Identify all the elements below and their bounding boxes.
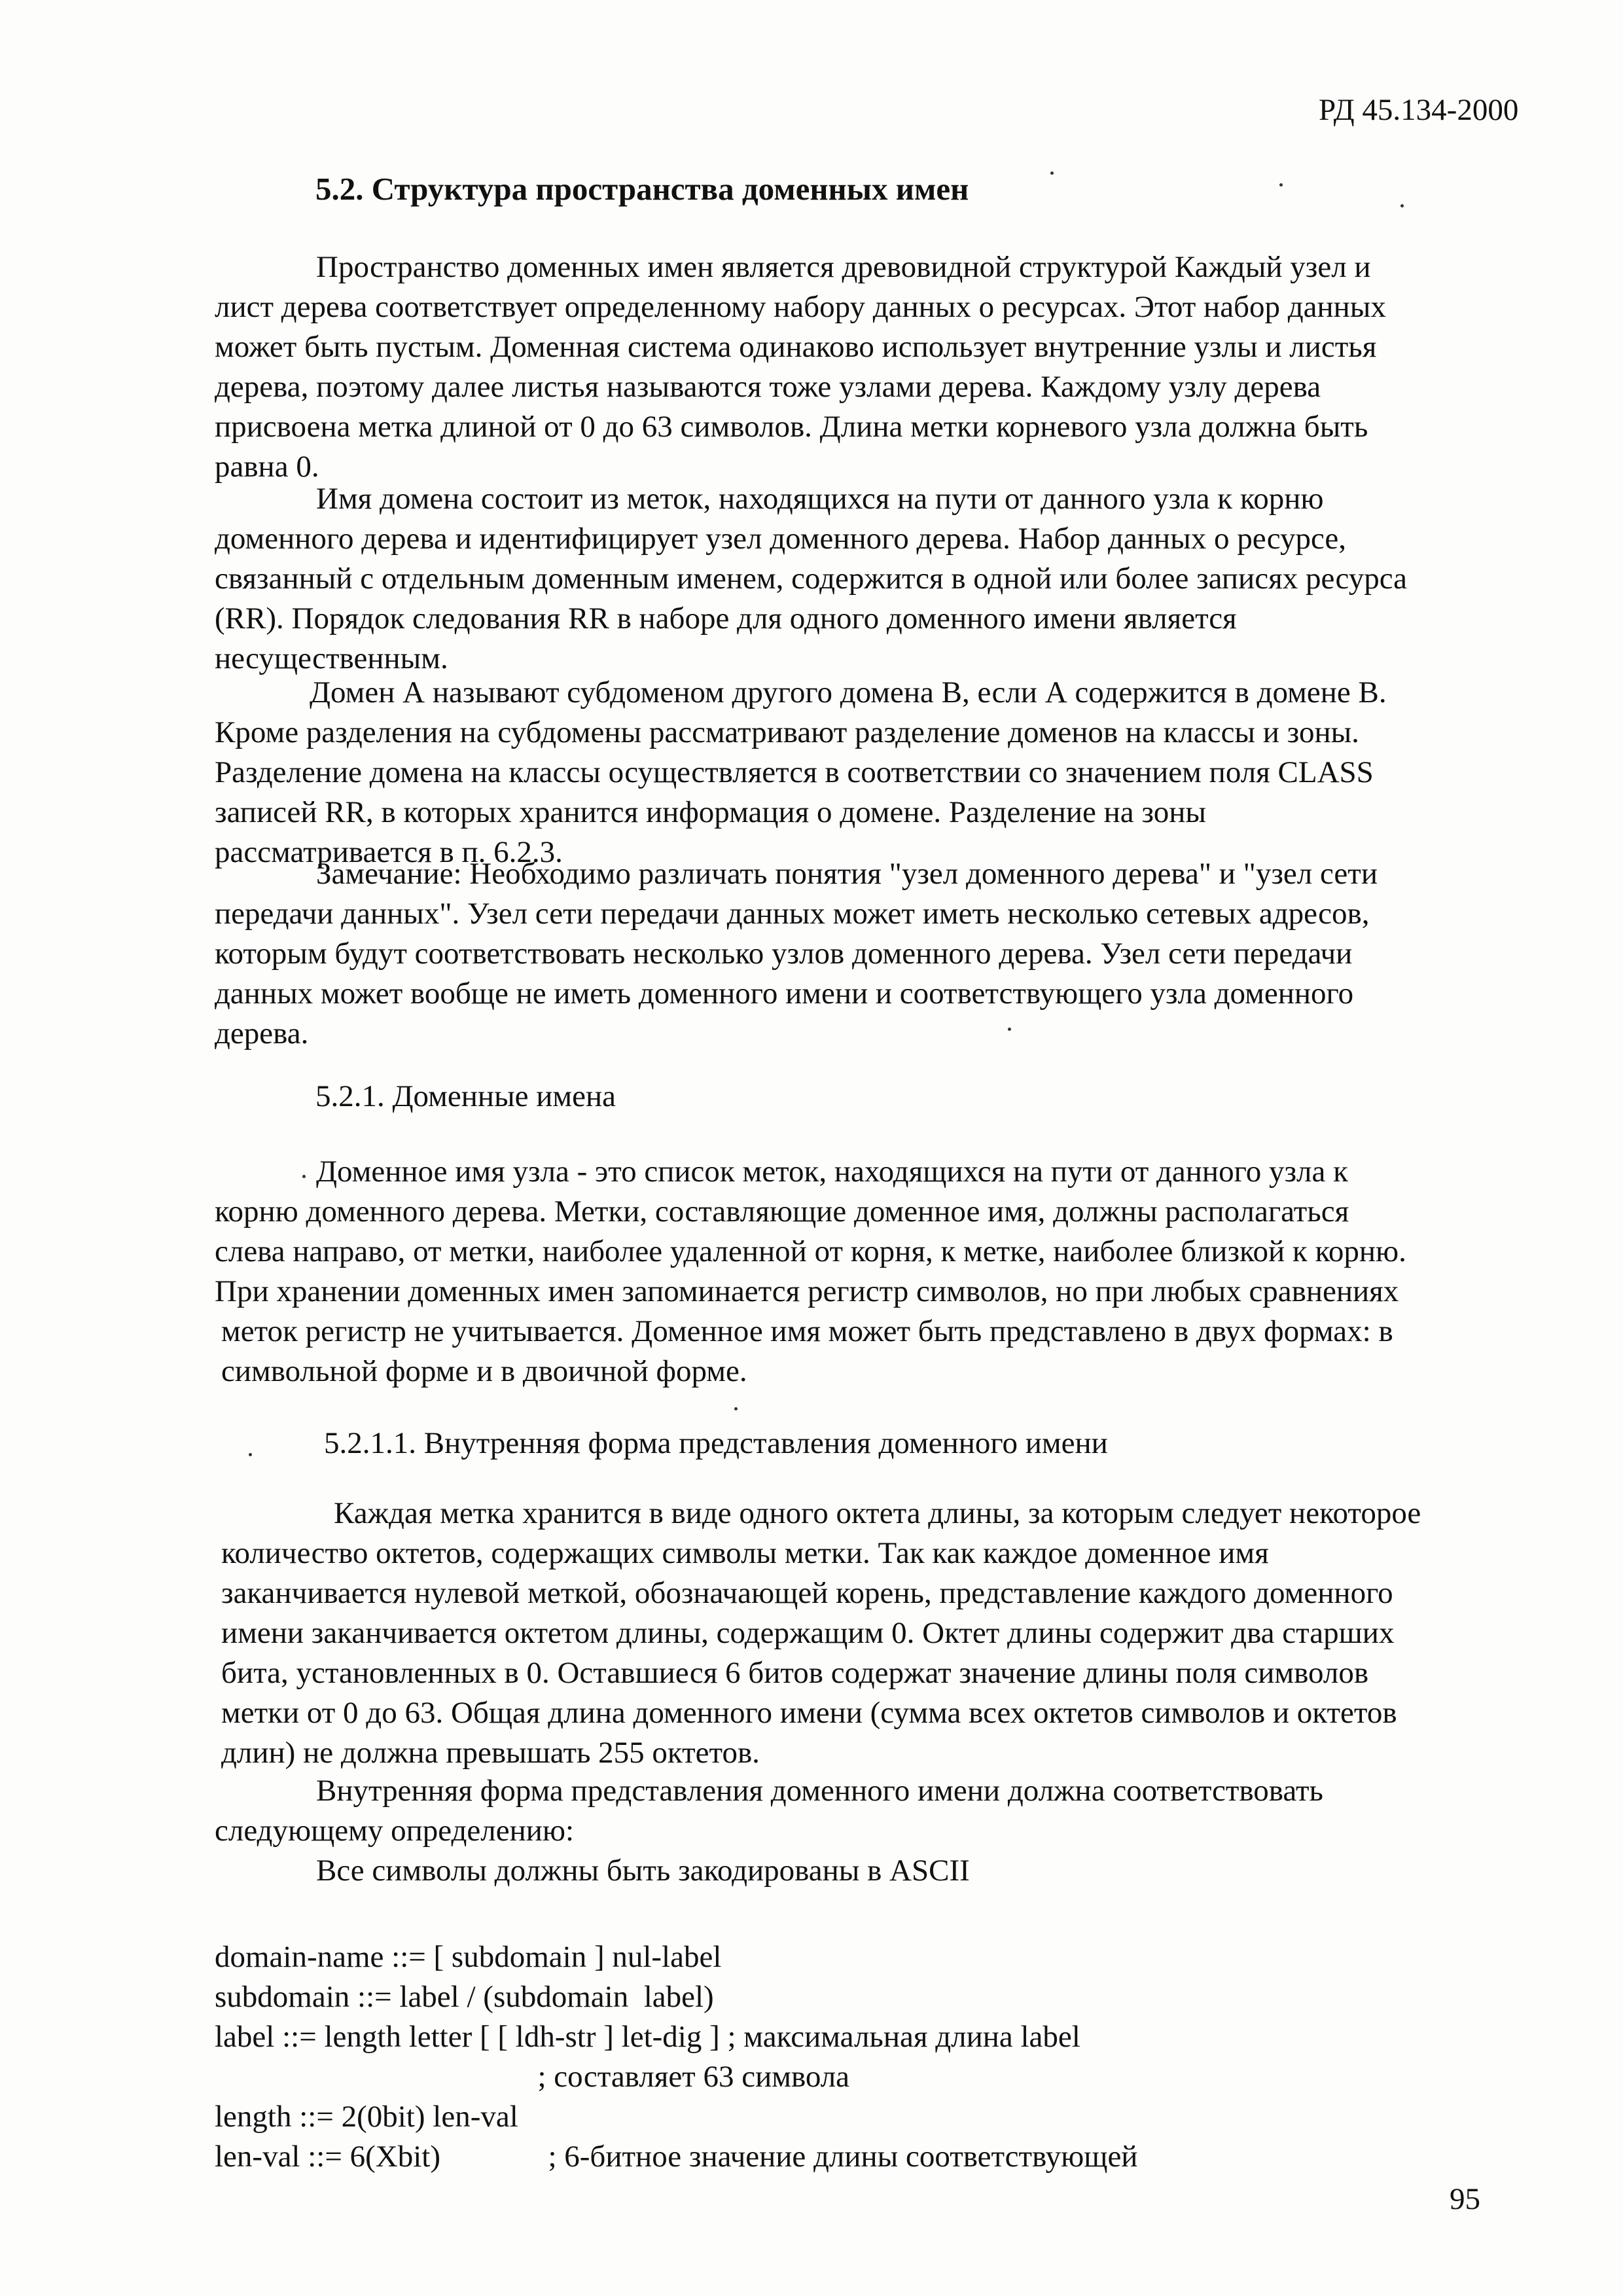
text-line: Доменное имя узла - это список меток, находящихся на пути от данного узла к [316, 1155, 1348, 1189]
text-line: Разделение домена на классы осуществляется в соответствии со значением поля CLASS [215, 755, 1374, 789]
text-line: записей RR, в которых хранится информация о домене. Разделение на зоны [215, 795, 1206, 829]
text-line: Пространство доменных имен является древовидной структурой Каждый узел и [316, 250, 1371, 284]
scan-speck [734, 1407, 738, 1410]
subsubsection-paragraph-1 [215, 1494, 1497, 1773]
text-line: (RR). Порядок следования RR в наборе для одного доменного имени является [215, 601, 1237, 636]
text-line: Имя домена состоит из меток, находящихся на пути от данного узла к корню [316, 482, 1324, 516]
text-line: дерева. [215, 1016, 309, 1050]
text-line: присвоена метка длиной от 0 до 63 символов. Длина метки корневого узла должна быть [215, 410, 1368, 444]
text-line: рассматривается в п. 6.2.3. [215, 835, 563, 869]
scan-speck [1050, 171, 1054, 175]
text-line: количество октетов, содержащих символы метки. Так как каждое доменное имя [221, 1536, 1269, 1570]
section-paragraph-4 [215, 854, 1497, 1054]
subsubsection-title: 5.2.1.1. Внутренняя форма представления доменного имени [324, 1426, 1108, 1460]
scan-speck [1279, 183, 1283, 187]
section-paragraph-1 [215, 247, 1497, 487]
subsubsection-paragraph-2 [215, 1771, 1497, 1851]
text-line: равна 0. [215, 450, 319, 484]
text-line: доменного дерева и идентифицирует узел доменного дерева. Набор данных о ресурсе, [215, 522, 1347, 556]
scan-speck [302, 1175, 306, 1178]
text-line: связанный с отдельным доменным именем, содержится в одной или более записях ресурса [215, 562, 1408, 596]
section-paragraph-2 [215, 479, 1497, 679]
text-line: может быть пустым. Доменная система одинаково использует внутренние узлы и листья [215, 330, 1377, 364]
text-line: длин) не должна превышать 255 октетов. [221, 1736, 760, 1770]
subsubsection-paragraph-3 [215, 1851, 1497, 1891]
text-line: Кроме разделения на субдомены рассматривают разделение доменов на классы и зоны. [215, 715, 1359, 749]
document-code: РД 45.134-2000 [1319, 93, 1519, 127]
section-paragraph-3 [215, 673, 1497, 872]
text-line: которым будут соответствовать несколько узлов доменного дерева. Узел сети передачи [215, 937, 1353, 971]
text-line: лист дерева соответствует определенному набору данных о ресурсах. Этот набор данных [215, 290, 1386, 324]
grammar-line: ; составляет 63 символа [215, 2060, 850, 2094]
scan-speck [1400, 204, 1404, 207]
grammar-line: label ::= length letter [ [ ldh-str ] let-dig ] ; максимальная длина label [215, 2020, 1080, 2054]
text-line: заканчивается нулевой меткой, обозначающей корень, представление каждого доменного [221, 1576, 1393, 1610]
text-line: символьной форме и в двоичной форме. [221, 1354, 747, 1388]
text-line: корню доменного дерева. Метки, составляющие доменное имя, должны располагаться [215, 1194, 1349, 1229]
text-line: метки от 0 до 63. Общая длина доменного имени (сумма всех октетов символов и октетов [221, 1696, 1397, 1730]
text-line: бита, установленных в 0. Оставшиеся 6 битов содержат значение длины поля символов [221, 1656, 1369, 1690]
grammar-definition [215, 1937, 1137, 2177]
text-line: следующему определению: [215, 1814, 575, 1848]
text-line: Домен А называют субдоменом другого домена В, если А содержится в домене В. [310, 675, 1387, 709]
subsection-paragraph [215, 1152, 1497, 1391]
section-title: 5.2. Структура пространства доменных имен [315, 171, 969, 207]
text-line: несущественным. [215, 641, 448, 675]
text-line: Каждая метка хранится в виде одного октета длины, за которым следует некоторое [334, 1496, 1421, 1530]
text-line: слева направо, от метки, наиболее удаленной от корня, к метке, наиболее близкой к корню. [215, 1234, 1406, 1268]
page-number: 95 [1450, 2182, 1480, 2216]
grammar-line: length ::= 2(0bit) len-val [215, 2100, 518, 2134]
text-line: имени заканчивается октетом длины, содержащим 0. Октет длины содержит два старших [221, 1616, 1395, 1650]
text-line: Все символы должны быть закодированы в ASCII [316, 1854, 970, 1888]
scan-speck [1008, 1028, 1011, 1031]
scan-speck [249, 1453, 252, 1456]
text-line: Замечание: Необходимо различать понятия "узел доменного дерева" и "узел сети [316, 857, 1378, 891]
grammar-line: len-val ::= 6(Xbit) ; 6-битное значение длины соответствующей [215, 2140, 1138, 2174]
text-line: дерева, поэтому далее листья называются тоже узлами дерева. Каждому узлу дерева [215, 370, 1321, 404]
text-line: меток регистр не учитывается. Доменное имя может быть представлено в двух формах: в [221, 1314, 1393, 1348]
text-line: данных может вообще не иметь доменного имени и соответствующего узла доменного [215, 977, 1354, 1011]
text-line: При хранении доменных имен запоминается регистр символов, но при любых сравнениях [215, 1274, 1399, 1308]
grammar-line: subdomain ::= label / (subdomain label) [215, 1980, 714, 2014]
text-line: передачи данных". Узел сети передачи данных может иметь несколько сетевых адресов, [215, 897, 1370, 931]
grammar-line: domain-name ::= [ subdomain ] nul-label [215, 1940, 722, 1974]
text-line: Внутренняя форма представления доменного имени должна соответствовать [316, 1774, 1323, 1808]
subsection-title: 5.2.1. Доменные имена [315, 1079, 616, 1113]
